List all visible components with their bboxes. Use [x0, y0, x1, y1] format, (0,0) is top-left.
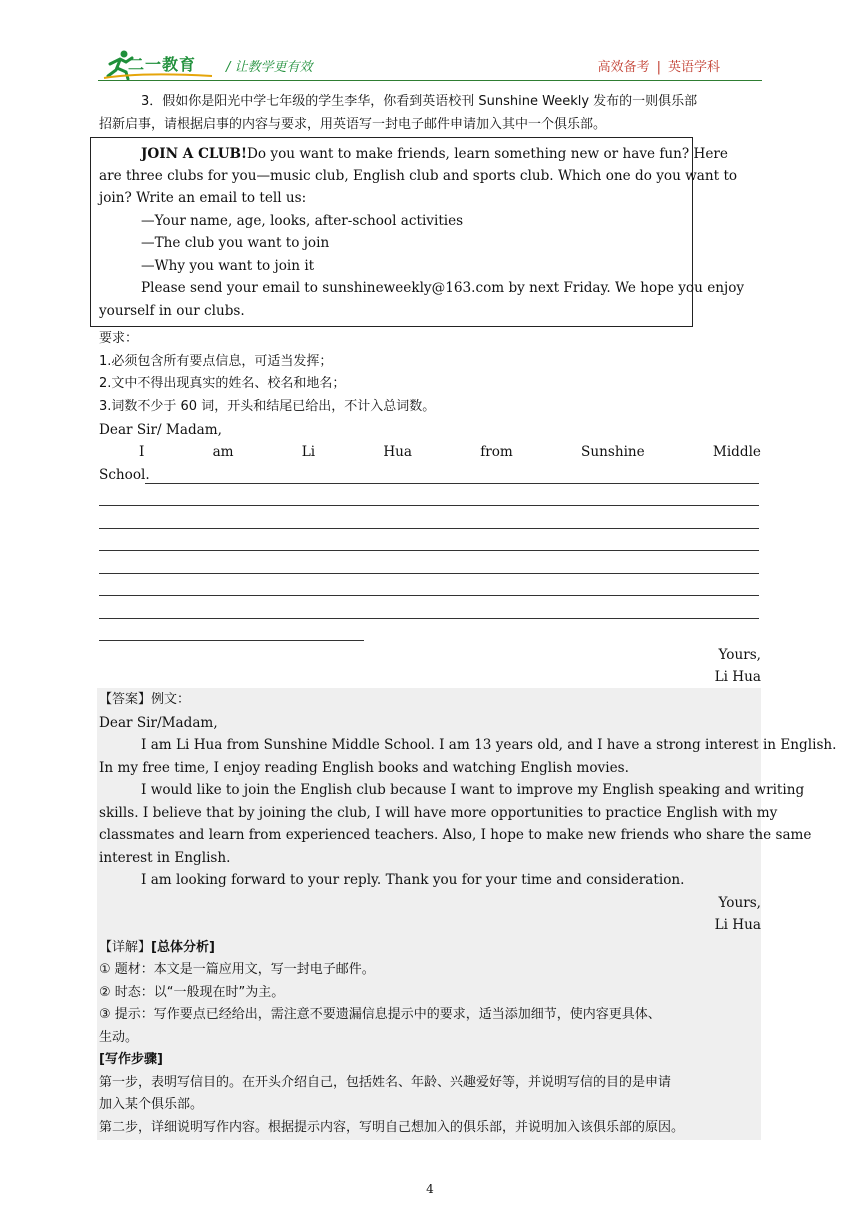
brand-name: 二一教育: [128, 55, 197, 74]
writing-blank-line[interactable]: [99, 550, 759, 551]
notice-line1: [99, 144, 728, 164]
answer-p1-line2: In my free time, I enjoy reading English books and watching English movies.: [99, 760, 629, 776]
analysis-section-overall: [总体分析]: [151, 940, 215, 955]
letter-signature: Li Hua: [714, 669, 761, 685]
club-notice-box: [90, 137, 745, 327]
step-2: 第二步，详细说明写作内容。根据提示内容，写明自己想加入的俱乐部，并说明加入该俱乐部的原因。: [99, 1120, 685, 1135]
requirement-2: 2.文中不得出现真实的姓名、校名和地名；: [99, 376, 346, 391]
answer-p3: I am looking forward to your reply. Thank you for your time and consideration.: [141, 872, 685, 888]
writing-blank-line[interactable]: [99, 528, 759, 529]
header-divider: [98, 80, 762, 81]
answer-signature: Li Hua: [714, 917, 761, 933]
answer-closing: Yours,: [718, 895, 761, 911]
steps-heading: [写作步骤]: [99, 1052, 163, 1067]
answer-p2-line1: I would like to join the English club because I want to improve my English speaking and writing: [141, 782, 805, 798]
requirement-3: 3.词数不少于 60 词，开头和结尾已给出，不计入总词数。: [99, 399, 436, 414]
analysis-label: 【详解】: [99, 940, 152, 955]
notice-line3: join? Write an email to tell us:: [99, 190, 307, 206]
opening-word: Hua: [383, 444, 413, 460]
requirements-title: 要求：: [99, 331, 139, 346]
notice-item2: —The club you want to join: [141, 235, 330, 251]
analysis-point-3-line2: 生动。: [99, 1030, 139, 1045]
notice-item3: —Why you want to join it: [141, 258, 315, 274]
answer-label: 【答案】例文：: [99, 692, 191, 707]
answer-p1-line1: I am Li Hua from Sunshine Middle School. I am 13 years old, and I have a strong interest in English.: [141, 737, 837, 753]
opening-word: from: [480, 444, 513, 460]
analysis-heading: [99, 938, 761, 958]
opening-word: Middle: [712, 444, 761, 460]
analysis-section-steps: [99, 1050, 761, 1070]
writing-blank-line[interactable]: [99, 595, 759, 596]
letter-closing: Yours,: [718, 647, 761, 663]
answer-p2-line2: skills. I believe that by joining the club, I will have more opportunities to practice English with my: [99, 805, 778, 821]
requirement-1: 1.必须包含所有要点信息，可适当发挥；: [99, 354, 333, 369]
question-intro-line1: 3．假如你是阳光中学七年级的学生李华，你看到英语校刊 Sunshine Weekly 发布的一则俱乐部: [141, 94, 698, 109]
writing-blank-line[interactable]: [145, 483, 759, 484]
notice-line1-text: Do you want to make friends, learn something new or have fun? Here: [247, 146, 728, 162]
subject-left: 高效备考: [597, 60, 650, 75]
notice-line2: are three clubs for you—music club, English club and sports club. Which one do you want to: [99, 168, 738, 184]
notice-item1: —Your name, age, looks, after-school activities: [141, 213, 464, 229]
analysis-point-2: ② 时态：以“一般现在时”为主。: [99, 985, 285, 1000]
letter-opening-line2: School.: [99, 467, 150, 483]
answer-p2-line4: interest in English.: [99, 850, 231, 866]
subject-right: 英语学科: [667, 60, 720, 75]
writing-blank-line[interactable]: [99, 573, 759, 574]
subject-separator: |: [656, 60, 661, 75]
step-1-line1: 第一步，表明写信目的。在开头介绍自己，包括姓名、年龄、兴趣爱好等，并说明写信的目的是申请: [99, 1075, 672, 1090]
opening-word: Li: [301, 444, 316, 460]
question-intro-line2: 招新启事，请根据启事的内容与要求，用英语写一封电子邮件申请加入其中一个俱乐部。: [99, 117, 607, 132]
subject-tag: [598, 56, 720, 75]
opening-word: Sunshine: [581, 444, 645, 460]
opening-word: am: [212, 444, 234, 460]
brand-slogan: / 让教学更有效: [226, 60, 313, 75]
letter-greeting: Dear Sir/ Madam,: [99, 422, 222, 438]
opening-word: I: [139, 444, 145, 460]
writing-blank-line[interactable]: [99, 618, 759, 619]
step-1-line2: 加入某个俱乐部。: [99, 1097, 204, 1112]
notice-line4: Please send your email to sunshineweekly@163.com by next Friday. We hope you enjoy: [141, 280, 745, 296]
writing-blank-line[interactable]: [99, 505, 759, 506]
notice-heading: JOIN A CLUB!: [141, 146, 248, 162]
analysis-point-1: ① 题材：本文是一篇应用文，写一封电子邮件。: [99, 962, 375, 977]
answer-p2-line3: classmates and learn from experienced teachers. Also, I hope to make new friends who share the same: [99, 827, 812, 843]
page-number: 4: [426, 1182, 434, 1196]
letter-opening-line: [139, 442, 761, 462]
notice-line5: yourself in our clubs.: [99, 303, 245, 319]
answer-greeting: Dear Sir/Madam,: [99, 715, 218, 731]
writing-blank-line[interactable]: [99, 640, 364, 641]
analysis-point-3-line1: ③ 提示：写作要点已经给出，需注意不要遗漏信息提示中的要求，适当添加细节，使内容更具体、: [99, 1007, 661, 1022]
page-header: [98, 46, 762, 82]
